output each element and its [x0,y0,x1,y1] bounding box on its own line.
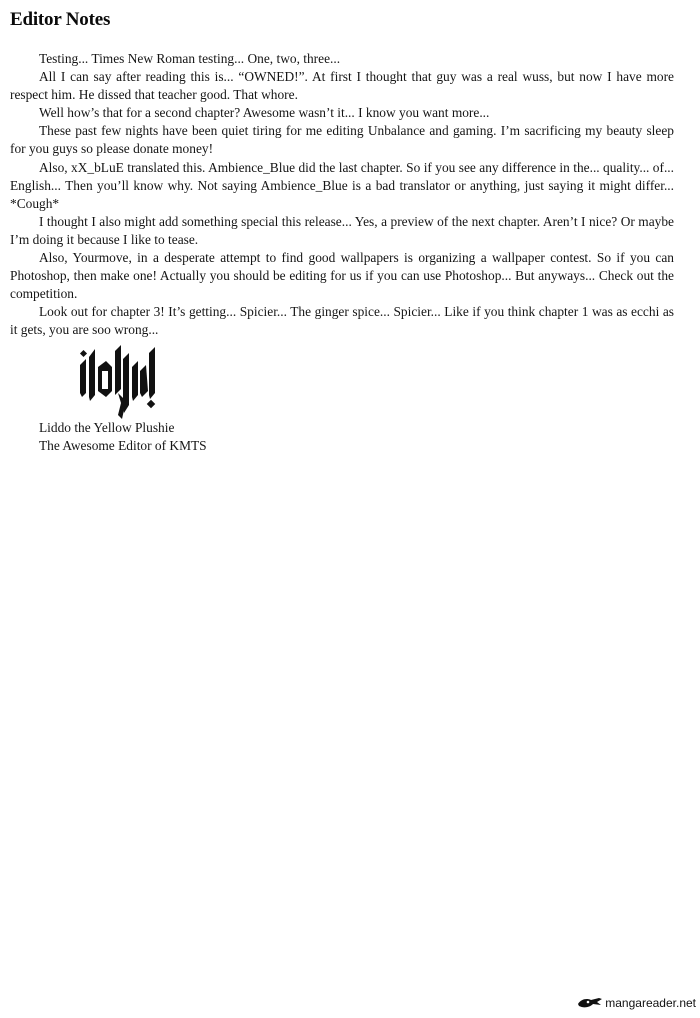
paragraph: Testing... Times New Roman testing... One, two, three... [39,51,341,66]
notes-body [10,50,674,340]
paragraph: All I can say after reading this is... “OWNED!”. At first I thought that guy was a real wuss, but now I have more respect him. He dissed that teacher good. That whore. [10,69,674,103]
paragraph: Well how’s that for a second chapter? Awesome wasn’t it... I know you want more... [39,105,490,121]
paragraph: I thought I also might add something special this release... Yes, a preview of the next chapter. Aren’t I nice? Or maybe I’m doing it because I like to tease. [10,213,674,247]
signature-role: The Awesome Editor of KMTS [39,438,207,454]
watermark-text: mangareader.net [605,996,696,1010]
watermark [577,996,696,1010]
paragraph: Also, Yourmove, in a desperate attempt to find good wallpapers is organizing a wallpaper contest. So if you can Photoshop, then make one! Actually you should be editing for us if you can use Photoshop... But anyways... Check out the competition. [10,250,674,302]
paragraph: These past few nights have been quiet tiring for me editing Unbalance and gaming. I’m sacrificing my beauty sleep for you guys so please donate money! [10,123,674,157]
page-title: Editor Notes [10,9,111,30]
signature-logo [78,345,156,419]
ninja-logo-icon [577,996,603,1010]
signature-block [39,419,207,455]
paragraph: Also, xX_bLuE translated this. Ambience_Blue did the last chapter. So if you see any difference in the... quality... of... English... Then you’ll know why. Not saying Ambience_Blue is a bad translator or anything, just saying it might differ... *Cough* [10,159,674,211]
signature-name: Liddo the Yellow Plushie [39,420,175,435]
paragraph: Look out for chapter 3! It’s getting... Spicier... The ginger spice... Spicier... Like if you think chapter 1 was as ecchi as it gets, you are soo wrong... [10,304,674,338]
